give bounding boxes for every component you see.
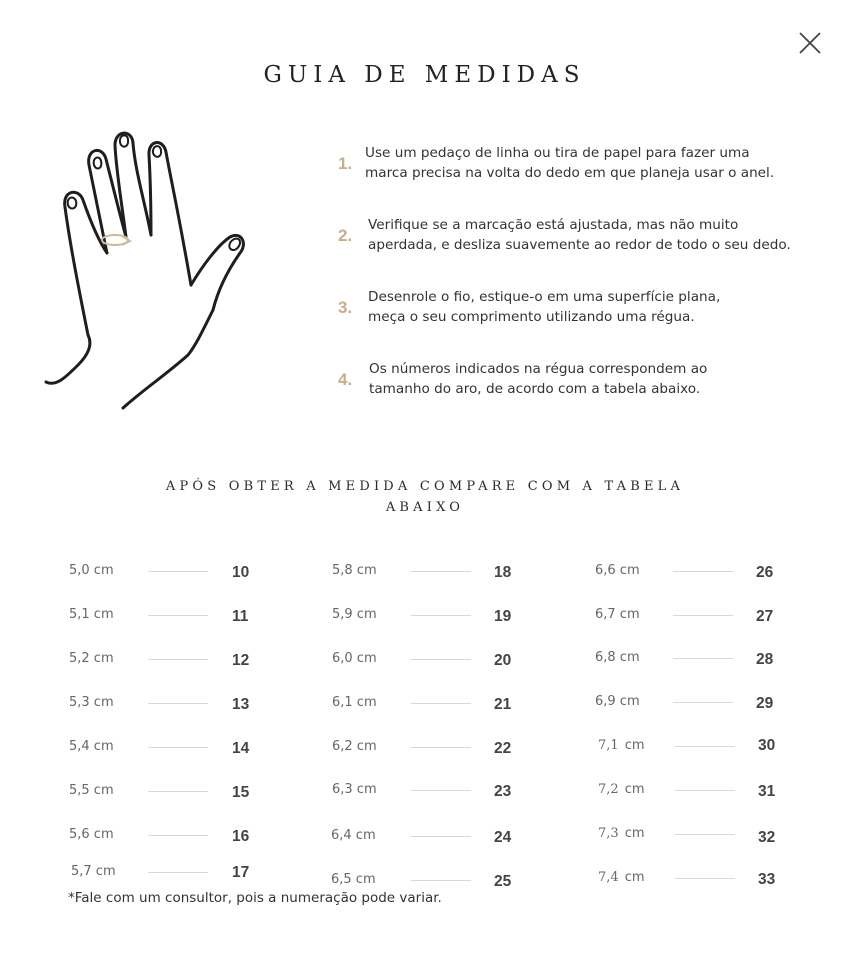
step-number: 3. <box>338 298 353 317</box>
cm-value: 6,1 cm <box>332 695 377 710</box>
step-3 <box>338 290 818 334</box>
table-subtitle: APÓS OBTER A MEDIDA COMPARE COM A TABELA ABAIXO <box>165 479 685 515</box>
cm-number: 7,3 <box>598 826 619 841</box>
ring-size: 32 <box>758 829 776 846</box>
cm-value <box>598 738 645 753</box>
modal-title: GUIA DE MEDIDAS <box>263 62 586 88</box>
divider-line <box>411 571 471 572</box>
divider-line <box>411 836 471 837</box>
step-1 <box>338 146 818 190</box>
cm-value: 5,1 cm <box>69 607 114 622</box>
cm-value: 5,2 cm <box>69 651 114 666</box>
ring-size: 33 <box>758 871 776 888</box>
ring-size: 24 <box>494 829 512 846</box>
ring-size: 26 <box>756 564 774 581</box>
divider-line <box>411 880 471 881</box>
cm-value <box>598 782 645 797</box>
divider-line <box>411 747 471 748</box>
cm-value: 5,4 cm <box>69 739 114 754</box>
step-text: Os números indicados na régua correspondem ao tamanho do aro, de acordo com a tabela abaixo. <box>369 361 708 397</box>
ring-size: 22 <box>494 740 512 757</box>
divider-line <box>148 791 208 792</box>
ring-size: 28 <box>756 651 774 668</box>
cm-value: 5,6 cm <box>69 827 114 842</box>
close-icon <box>796 29 824 57</box>
ring-size: 17 <box>232 864 250 881</box>
divider-line <box>148 872 208 873</box>
step-number: 2. <box>338 226 353 245</box>
divider-line <box>673 658 733 659</box>
divider-line <box>675 790 735 791</box>
ring-size: 23 <box>494 783 512 800</box>
cm-value: 6,9 cm <box>595 694 640 709</box>
ring-size: 16 <box>232 828 250 845</box>
cm-value: 5,0 cm <box>69 563 114 578</box>
cm-number: 7,1 <box>598 738 619 753</box>
ring-size: 11 <box>232 608 249 625</box>
ring-size: 12 <box>232 652 250 669</box>
divider-line <box>411 659 471 660</box>
ring-size: 31 <box>758 783 776 800</box>
ring-size: 19 <box>494 608 512 625</box>
divider-line <box>148 703 208 704</box>
divider-line <box>673 615 733 616</box>
divider-line <box>675 834 735 835</box>
divider-line <box>673 702 733 703</box>
close-button[interactable] <box>796 29 824 57</box>
cm-value: 6,2 cm <box>332 739 377 754</box>
cm-value: 5,3 cm <box>69 695 114 710</box>
cm-number: 7,2 <box>598 782 619 797</box>
ring-size: 14 <box>232 740 250 757</box>
cm-value: 5,9 cm <box>332 607 377 622</box>
step-number: 1. <box>338 154 353 173</box>
cm-value: 6,8 cm <box>595 650 640 665</box>
divider-line <box>675 878 735 879</box>
step-text: Desenrole o fio, estique-o em uma superfície plana, meça o seu comprimento utilizando uma régua. <box>368 289 721 325</box>
divider-line <box>148 747 208 748</box>
divider-line <box>411 703 471 704</box>
ring-size: 10 <box>232 564 250 581</box>
ring-size: 30 <box>758 737 776 754</box>
divider-line <box>148 571 208 572</box>
step-2 <box>338 218 818 262</box>
ring-size: 15 <box>232 784 250 801</box>
cm-value: 6,7 cm <box>595 607 640 622</box>
divider-line <box>411 790 471 791</box>
cm-value: 5,5 cm <box>69 783 114 798</box>
cm-number: 7,4 <box>598 870 619 885</box>
cm-unit: cm <box>624 738 645 753</box>
hand-with-ring-icon <box>38 125 253 420</box>
cm-value: 6,5 cm <box>331 872 376 887</box>
cm-unit: cm <box>624 826 645 841</box>
ring-size: 13 <box>232 696 250 713</box>
cm-unit: cm <box>624 782 645 797</box>
step-4 <box>338 362 818 406</box>
divider-line <box>148 659 208 660</box>
step-text: Use um pedaço de linha ou tira de papel para fazer uma marca precisa na volta do dedo em que planeja usar o anel. <box>365 145 775 181</box>
cm-value: 5,8 cm <box>332 563 377 578</box>
ring-size: 18 <box>494 564 512 581</box>
divider-line <box>411 615 471 616</box>
divider-line <box>675 746 735 747</box>
divider-line <box>673 571 733 572</box>
cm-value: 6,6 cm <box>595 563 640 578</box>
ring-size: 29 <box>756 695 774 712</box>
cm-value <box>598 826 645 841</box>
ring-size: 25 <box>494 873 512 890</box>
ring-size: 20 <box>494 652 512 669</box>
ring-size: 27 <box>756 608 774 625</box>
ring-size: 21 <box>494 696 512 713</box>
cm-value: 6,3 cm <box>332 782 377 797</box>
step-number: 4. <box>338 370 353 389</box>
step-text: Verifique se a marcação está ajustada, mas não muito aperdada, e desliza suavemente ao redor de todo o seu dedo. <box>368 217 791 253</box>
footnote: *Fale com um consultor, pois a numeração pode variar. <box>68 890 442 906</box>
cm-value: 6,4 cm <box>331 828 376 843</box>
cm-value: 5,7 cm <box>71 864 116 879</box>
cm-unit: cm <box>624 870 645 885</box>
cm-value: 6,0 cm <box>332 651 377 666</box>
cm-value <box>598 870 645 885</box>
divider-line <box>148 615 208 616</box>
divider-line <box>148 835 208 836</box>
